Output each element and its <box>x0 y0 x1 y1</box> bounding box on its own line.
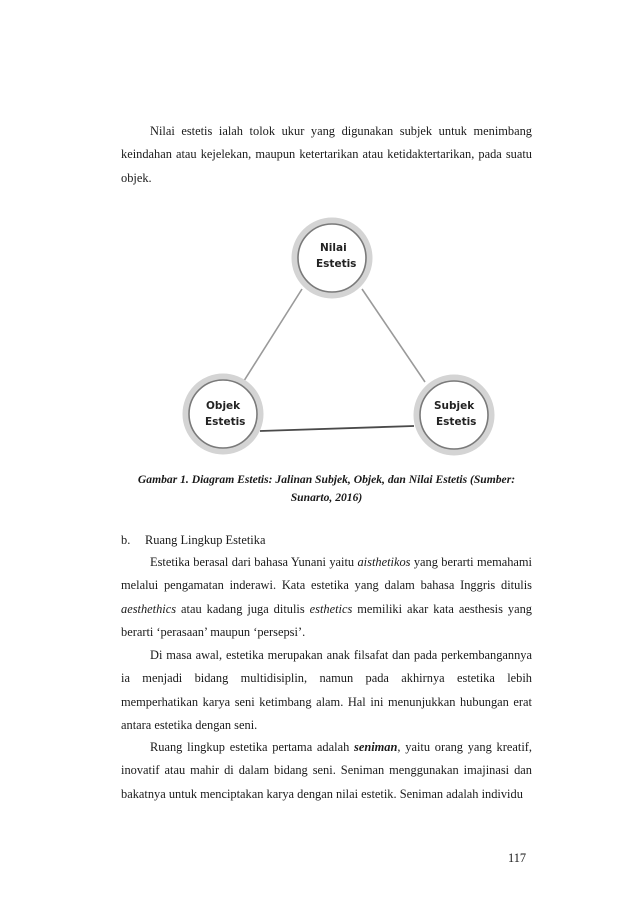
paragraph-etymology: Estetika berasal dari bahasa Yunani yaitu aisthetikos yang berarti memahami melalui pengamatan inderawi. Kata estetika yang dalam bahasa Inggris ditulis aesthethics atau kadang juga ditulis esthetics memiliki akar kata aesthesis yang berarti ‘perasaan’ maupun ‘persepsi’. <box>121 555 532 639</box>
caption-line2: Sunarto, 2016) <box>290 491 363 504</box>
node-objek-line1: Objek <box>206 400 241 412</box>
node-subjek-estetis <box>417 378 491 452</box>
paragraph-history: Di masa awal, estetika merupakan anak filsafat dan pada perkembangannya ia menjadi bidang multidisiplin, namun pada akhirnya estetika lebih memperhatikan karya seni ketimbang alam. Hal ini menunjukkan hubungan erat antara estetika dengan seni. <box>121 648 532 732</box>
link-nilai-subjek <box>362 289 425 382</box>
link-objek-subjek <box>260 426 414 431</box>
node-objek-estetis <box>186 377 260 451</box>
page-number: 117 <box>508 851 527 865</box>
term-aesthethics: aesthethics <box>121 601 177 616</box>
section-title: Ruang Lingkup Estetika <box>145 533 266 547</box>
node-objek-line2: Estetis <box>205 416 246 428</box>
section-letter: b. <box>121 533 131 547</box>
figure-caption <box>121 471 532 507</box>
link-nilai-objek <box>242 289 302 384</box>
aesthetic-diagram <box>180 216 500 456</box>
term-seniman: seniman <box>354 740 398 754</box>
node-nilai-line1: Nilai <box>320 242 347 254</box>
term-esthetics: esthetics <box>309 601 353 616</box>
section-heading <box>121 533 265 548</box>
node-subjek-line1: Subjek <box>434 400 475 412</box>
node-nilai-estetis <box>295 221 369 295</box>
term-aisthetikos: aisthetikos <box>357 555 411 569</box>
node-nilai-line2: Estetis <box>316 258 357 270</box>
intro-paragraph: Nilai estetis ialah tolok ukur yang digunakan subjek untuk menimbang keindahan atau kejelekan, maupun ketertarikan atau ketidaktertarikan, pada suatu objek. <box>121 124 532 185</box>
node-subjek-line2: Estetis <box>436 416 477 428</box>
paragraph-seniman: Ruang lingkup estetika pertama adalah seniman, yaitu orang yang kreatif, inovatif atau mahir di dalam bidang seni. Seniman menggunakan imajinasi dan bakatnya untuk menciptakan karya dengan nilai estetik. Seniman adalah individu <box>121 740 532 801</box>
caption-line1: Gambar 1. Diagram Estetis: Jalinan Subjek, Objek, dan Nilai Estetis (Sumber: <box>137 473 516 486</box>
